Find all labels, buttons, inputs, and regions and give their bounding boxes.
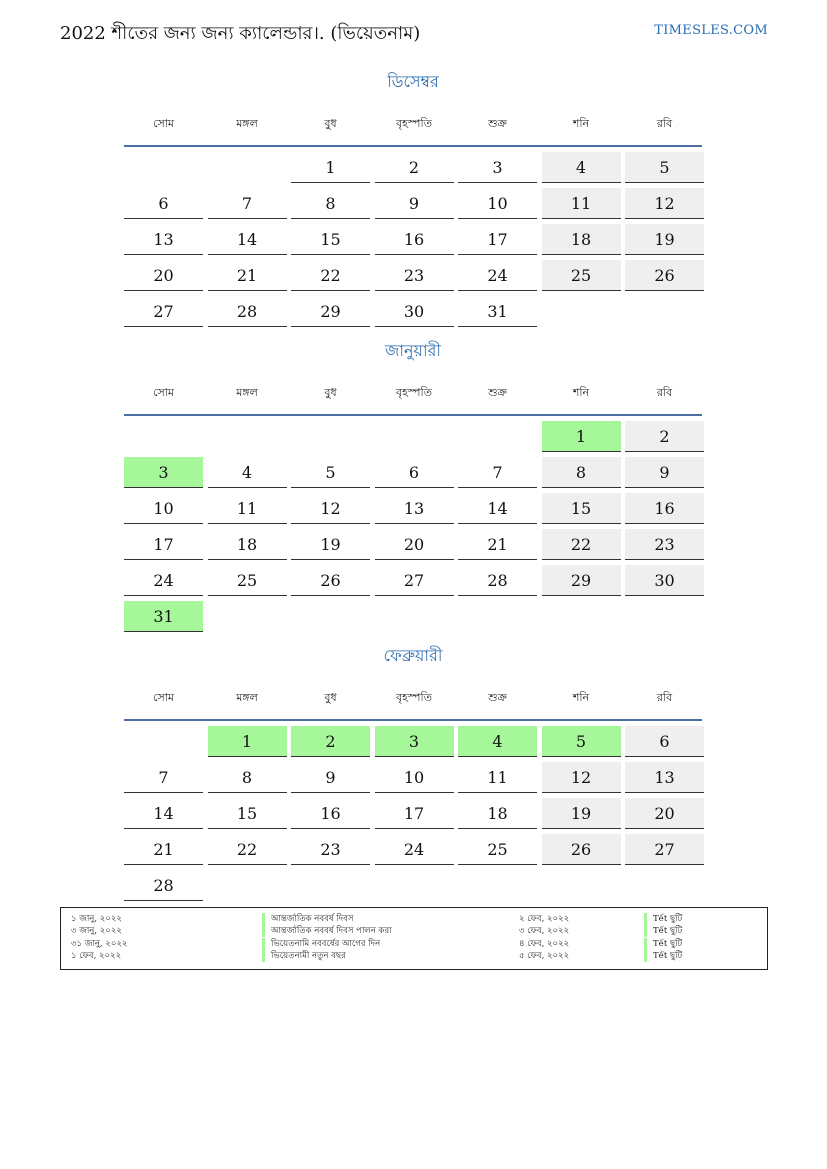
blank-cell bbox=[124, 152, 203, 182]
day-cell: 11 bbox=[208, 493, 287, 524]
day-cell: 5 bbox=[291, 457, 370, 488]
day-cell: 23 bbox=[291, 834, 370, 865]
day-cell: 6 bbox=[375, 457, 454, 488]
weekday-label: শনি bbox=[572, 385, 590, 399]
day-cell: 13 bbox=[625, 762, 704, 793]
note-text: Tết ছুটি bbox=[644, 925, 682, 937]
day-cell: 7 bbox=[208, 188, 287, 219]
day-cell: 6 bbox=[625, 726, 704, 757]
day-cell: 3 bbox=[124, 457, 203, 488]
weekday-label: বুধ bbox=[324, 116, 337, 130]
day-cell: 7 bbox=[124, 762, 203, 793]
day-cell: 2 bbox=[625, 421, 704, 452]
day-cell: 28 bbox=[208, 296, 287, 327]
day-cell: 26 bbox=[291, 565, 370, 596]
day-cell: 15 bbox=[208, 798, 287, 829]
weekday-label: মঙ্গল bbox=[236, 690, 258, 704]
day-cell: 2 bbox=[375, 152, 454, 183]
day-cell: 17 bbox=[124, 529, 203, 560]
note-date: ৩১ জানু, ২০২২ bbox=[71, 939, 128, 949]
day-cell: 23 bbox=[625, 529, 704, 560]
day-cell: 18 bbox=[542, 224, 621, 255]
day-cell: 18 bbox=[208, 529, 287, 560]
day-cell: 18 bbox=[458, 798, 537, 829]
note-date: ৩ ফেব, ২০২২ bbox=[519, 926, 570, 936]
day-cell: 17 bbox=[458, 224, 537, 255]
note-row bbox=[61, 913, 767, 925]
note-date: ১ ফেব, ২০২২ bbox=[71, 951, 122, 961]
day-cell: 14 bbox=[124, 798, 203, 829]
day-cell: 10 bbox=[375, 762, 454, 793]
day-cell: 5 bbox=[542, 726, 621, 757]
day-cell: 8 bbox=[542, 457, 621, 488]
day-cell: 21 bbox=[124, 834, 203, 865]
note-text: আন্তর্জাতিক নববর্ষ দিবস পালন করা bbox=[262, 925, 392, 937]
day-cell: 15 bbox=[542, 493, 621, 524]
month-february bbox=[124, 643, 702, 901]
day-cell: 8 bbox=[208, 762, 287, 793]
day-cell: 25 bbox=[458, 834, 537, 865]
site-link[interactable]: TIMESLES.COM bbox=[654, 23, 768, 38]
day-cell: 3 bbox=[458, 152, 537, 183]
day-cell: 30 bbox=[625, 565, 704, 596]
weekday-label: বৃহস্পতি bbox=[396, 690, 432, 704]
note-text: ভিয়েতনামি নববর্ষের আগের দিন bbox=[262, 938, 380, 950]
weekday-header bbox=[124, 372, 702, 416]
day-cell: 19 bbox=[291, 529, 370, 560]
day-cell: 22 bbox=[542, 529, 621, 560]
holiday-notes bbox=[60, 907, 768, 970]
day-cell: 13 bbox=[375, 493, 454, 524]
blank-cell bbox=[124, 726, 203, 756]
note-row bbox=[61, 938, 767, 950]
month-title: ফেব্রুয়ারী bbox=[383, 646, 443, 665]
day-cell: 23 bbox=[375, 260, 454, 291]
day-cell: 29 bbox=[542, 565, 621, 596]
day-cell: 22 bbox=[208, 834, 287, 865]
day-cell: 28 bbox=[124, 870, 203, 901]
day-cell: 13 bbox=[124, 224, 203, 255]
day-cell: 25 bbox=[542, 260, 621, 291]
note-text: আন্তর্জাতিক নববর্ষ দিবস bbox=[262, 913, 353, 925]
day-cell: 30 bbox=[375, 296, 454, 327]
weekday-header bbox=[124, 677, 702, 721]
day-cell: 19 bbox=[625, 224, 704, 255]
day-cell: 19 bbox=[542, 798, 621, 829]
weekday-label: বুধ bbox=[324, 690, 337, 704]
day-cell: 10 bbox=[458, 188, 537, 219]
note-date: ১ জানু, ২০২২ bbox=[71, 914, 122, 924]
note-date: ২ ফেব, ২০২২ bbox=[519, 914, 570, 924]
weekday-label: রবি bbox=[656, 385, 673, 399]
blank-cell bbox=[375, 421, 454, 451]
weekday-label: সোম bbox=[152, 116, 175, 130]
day-cell: 3 bbox=[375, 726, 454, 757]
weekday-label: বৃহস্পতি bbox=[396, 116, 432, 130]
day-cell: 20 bbox=[124, 260, 203, 291]
weekday-header bbox=[124, 103, 702, 147]
day-cell: 31 bbox=[458, 296, 537, 327]
page-title: 2022 শীতের জন্য জন্য ক্যালেন্ডার।. (ভিয়েতনাম) bbox=[60, 23, 421, 44]
month-title: ডিসেম্বর bbox=[387, 72, 439, 91]
note-text: ভিয়েতনামী নতুন বছর bbox=[262, 950, 346, 962]
day-cell: 21 bbox=[208, 260, 287, 291]
month-title: জানুয়ারী bbox=[385, 341, 441, 360]
day-grid bbox=[124, 152, 702, 327]
day-cell: 7 bbox=[458, 457, 537, 488]
weekday-label: শুক্র bbox=[488, 385, 507, 399]
note-date: ৫ ফেব, ২০২২ bbox=[519, 951, 570, 961]
day-cell: 1 bbox=[208, 726, 287, 757]
day-cell: 27 bbox=[625, 834, 704, 865]
day-cell: 9 bbox=[291, 762, 370, 793]
day-cell: 27 bbox=[124, 296, 203, 327]
day-cell: 25 bbox=[208, 565, 287, 596]
day-cell: 2 bbox=[291, 726, 370, 757]
day-cell: 27 bbox=[375, 565, 454, 596]
note-date: ৩ জানু, ২০২২ bbox=[71, 926, 122, 936]
day-cell: 26 bbox=[625, 260, 704, 291]
day-cell: 11 bbox=[542, 188, 621, 219]
day-cell: 4 bbox=[542, 152, 621, 183]
weekday-label: শনি bbox=[572, 116, 590, 130]
month-january bbox=[124, 338, 702, 632]
day-cell: 24 bbox=[124, 565, 203, 596]
weekday-label: শুক্র bbox=[488, 690, 507, 704]
day-cell: 24 bbox=[375, 834, 454, 865]
day-cell: 12 bbox=[291, 493, 370, 524]
day-cell: 9 bbox=[625, 457, 704, 488]
day-cell: 4 bbox=[208, 457, 287, 488]
day-cell: 11 bbox=[458, 762, 537, 793]
day-cell: 15 bbox=[291, 224, 370, 255]
day-cell: 1 bbox=[542, 421, 621, 452]
weekday-label: শুক্র bbox=[488, 116, 507, 130]
note-text: Tết ছুটি bbox=[644, 938, 682, 950]
day-cell: 21 bbox=[458, 529, 537, 560]
day-cell: 29 bbox=[291, 296, 370, 327]
day-cell: 20 bbox=[375, 529, 454, 560]
weekday-label: সোম bbox=[152, 385, 175, 399]
day-cell: 16 bbox=[625, 493, 704, 524]
day-cell: 4 bbox=[458, 726, 537, 757]
weekday-label: বৃহস্পতি bbox=[396, 385, 432, 399]
day-cell: 10 bbox=[124, 493, 203, 524]
month-december bbox=[124, 69, 702, 327]
blank-cell bbox=[208, 421, 287, 451]
day-cell: 5 bbox=[625, 152, 704, 183]
note-text: Tết ছুটি bbox=[644, 913, 682, 925]
day-cell: 20 bbox=[625, 798, 704, 829]
day-cell: 22 bbox=[291, 260, 370, 291]
day-cell: 24 bbox=[458, 260, 537, 291]
note-row bbox=[61, 950, 767, 962]
day-cell: 14 bbox=[208, 224, 287, 255]
weekday-label: মঙ্গল bbox=[236, 116, 258, 130]
weekday-label: রবি bbox=[656, 116, 673, 130]
day-cell: 14 bbox=[458, 493, 537, 524]
weekday-label: রবি bbox=[656, 690, 673, 704]
note-text: Tết ছুটি bbox=[644, 950, 682, 962]
day-cell: 28 bbox=[458, 565, 537, 596]
day-cell: 6 bbox=[124, 188, 203, 219]
weekday-label: সোম bbox=[152, 690, 175, 704]
blank-cell bbox=[291, 421, 370, 451]
day-cell: 31 bbox=[124, 601, 203, 632]
weekday-label: মঙ্গল bbox=[236, 385, 258, 399]
day-cell: 16 bbox=[291, 798, 370, 829]
day-cell: 12 bbox=[625, 188, 704, 219]
day-grid bbox=[124, 726, 702, 901]
weekday-label: বুধ bbox=[324, 385, 337, 399]
day-cell: 16 bbox=[375, 224, 454, 255]
day-cell: 17 bbox=[375, 798, 454, 829]
blank-cell bbox=[458, 421, 537, 451]
day-cell: 1 bbox=[291, 152, 370, 183]
day-cell: 12 bbox=[542, 762, 621, 793]
day-cell: 9 bbox=[375, 188, 454, 219]
day-cell: 26 bbox=[542, 834, 621, 865]
note-date: ৪ ফেব, ২০২২ bbox=[519, 939, 570, 949]
blank-cell bbox=[124, 421, 203, 451]
weekday-label: শনি bbox=[572, 690, 590, 704]
day-cell: 8 bbox=[291, 188, 370, 219]
day-grid bbox=[124, 421, 702, 632]
blank-cell bbox=[208, 152, 287, 182]
note-row bbox=[61, 925, 767, 937]
